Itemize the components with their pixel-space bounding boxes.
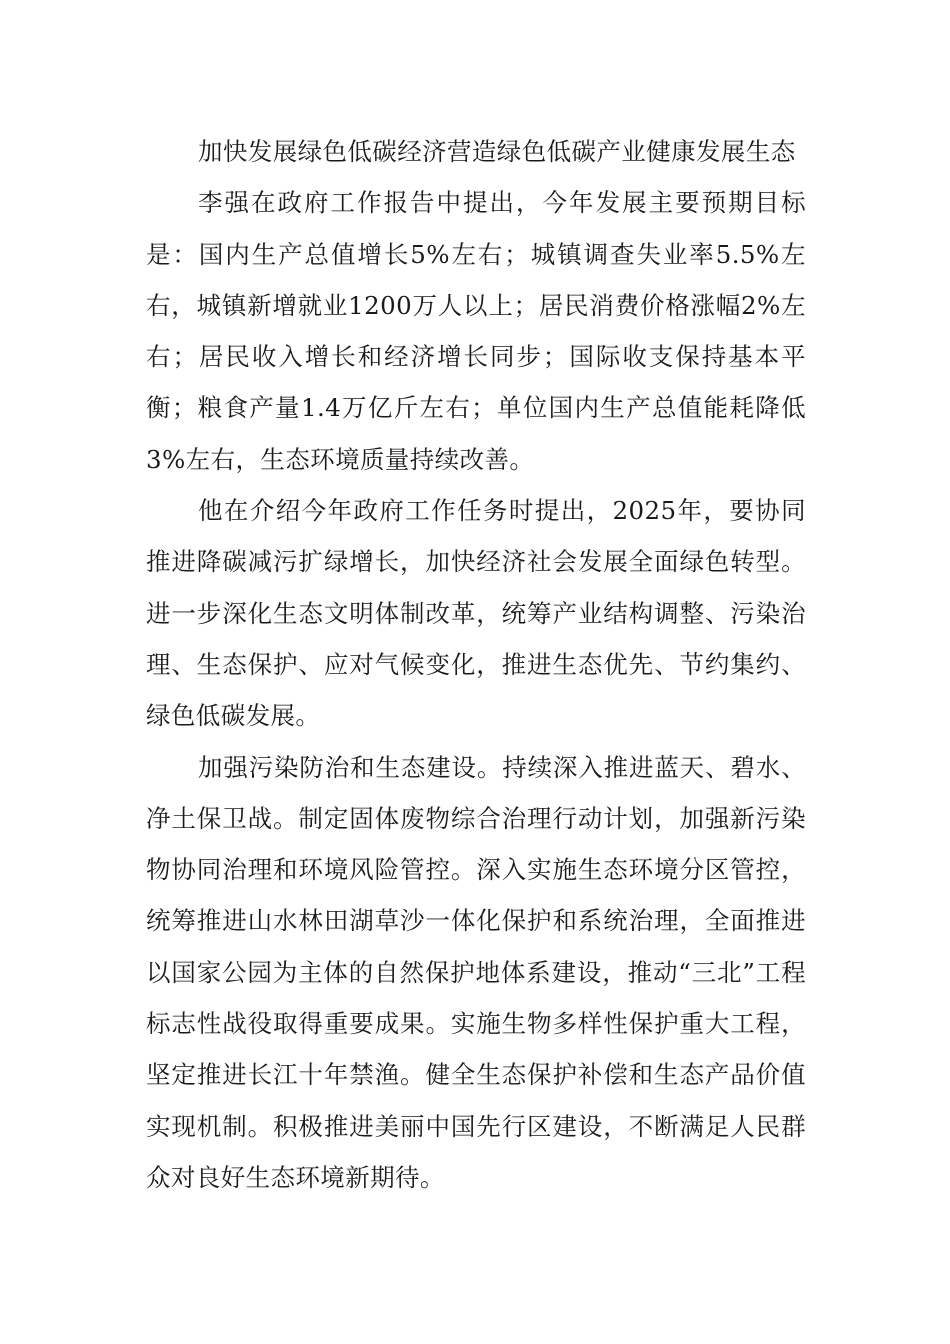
paragraph-green-transition: 他在介绍今年政府工作任务时提出，2025年，要协同推进降碳减污扩绿增长，加快经济社会发展全面绿色转型。进一步深化生态文明体制改革，统筹产业结构调整、污染治理、生态保护、应对气候变化，推进生态优先、节约集约、绿色低碳发展。 xyxy=(146,496,806,731)
document-page xyxy=(146,126,806,1203)
document-title: 加快发展绿色低碳经济营造绿色低碳产业健康发展生态 xyxy=(198,137,796,166)
paragraph-pollution-control: 加强污染防治和生态建设。持续深入推进蓝天、碧水、净土保卫战。制定固体废物综合治理行动计划，加强新污染物协同治理和环境风险管控。深入实施生态环境分区管控，统筹推进山水林田湖草沙一体化保护和系统治理，全面推进以国家公园为主体的自然保护地体系建设，推动“三北”工程标志性战役取得重要成果。实施生物多样性保护重大工程，坚定推进长江十年禁渔。健全生态保护补偿和生态产品价值实现机制。积极推进美丽中国先行区建设，不断满足人民群众对良好生态环境新期待。 xyxy=(146,752,806,1192)
paragraph-economic-targets: 李强在政府工作报告中提出，今年发展主要预期目标是：国内生产总值增长5%左右；城镇调查失业率5.5%左右，城镇新增就业1200万人以上；居民消费价格涨幅2%左右；居民收入增长和经济增长同步；国际收支保持基本平衡；粮食产量1.4万亿斤左右；单位国内生产总值能耗降低3%左右，生态环境质量持续改善。 xyxy=(146,188,806,474)
